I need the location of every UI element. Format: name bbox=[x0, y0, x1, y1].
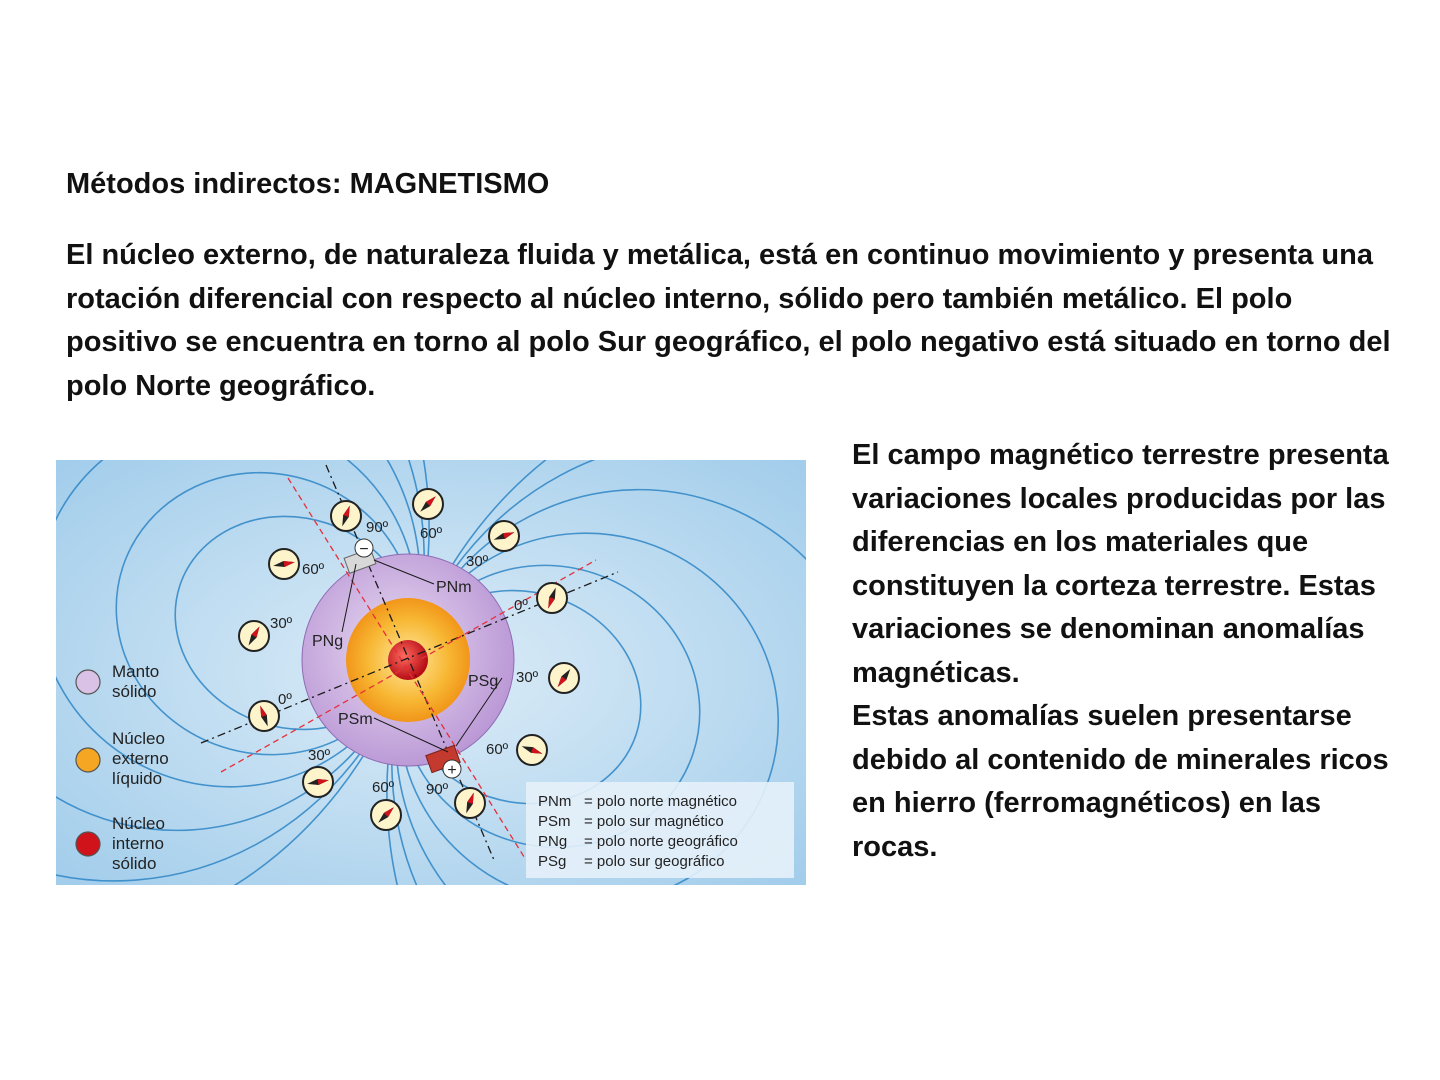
abbr-png-desc: = polo norte geográfico bbox=[584, 833, 738, 850]
side-paragraph-1: El campo magnético terrestre presenta variaciones locales producidas por las diferencias en los materiales que constituyen la corteza terrestre. Estas variaciones se denominan anomalías magnéticas. bbox=[852, 439, 1389, 689]
angle-right-30: 30º bbox=[516, 669, 539, 686]
angle-top-30: 30º bbox=[466, 553, 489, 570]
magnetism-figure bbox=[56, 460, 806, 885]
svg-text:sólido: sólido bbox=[112, 854, 157, 873]
svg-text:externo: externo bbox=[112, 749, 169, 768]
svg-text:líquido: líquido bbox=[112, 769, 163, 788]
positive-sign: + bbox=[447, 762, 457, 779]
abbr-pnm-desc: = polo norte magnético bbox=[584, 793, 738, 810]
negative-sign: − bbox=[359, 541, 369, 558]
angle-right-0: 0º bbox=[514, 597, 528, 614]
inner-core-circle bbox=[388, 640, 428, 680]
legend-swatch-mantle bbox=[76, 670, 100, 694]
legend-swatch-inner-core bbox=[76, 832, 100, 856]
label-psg: PSg bbox=[468, 673, 499, 690]
compass-top-30 bbox=[489, 521, 519, 551]
compass-left-60-top bbox=[269, 549, 299, 579]
svg-text:sólido: sólido bbox=[112, 682, 157, 701]
angle-bottom-60: 60º bbox=[372, 779, 395, 796]
compass-right-60 bbox=[517, 735, 547, 765]
abbr-psg-desc: = polo sur geográfico bbox=[584, 853, 725, 870]
earth-magnetic-field-diagram bbox=[56, 460, 806, 885]
compass-right-30 bbox=[549, 663, 579, 693]
page-title: Métodos indirectos: MAGNETISMO bbox=[66, 168, 550, 200]
label-pnm: PNm bbox=[436, 579, 472, 596]
abbr-png: PNg bbox=[538, 833, 568, 850]
label-png: PNg bbox=[312, 633, 344, 650]
angle-left-0: 0º bbox=[278, 691, 292, 708]
svg-text:Núcleo: Núcleo bbox=[112, 729, 165, 748]
angle-top-60: 60º bbox=[420, 525, 443, 542]
abbr-psg: PSg bbox=[538, 853, 567, 870]
compass-right-0 bbox=[537, 583, 567, 613]
compass-top-60 bbox=[413, 489, 443, 519]
angle-bottom-90: 90º bbox=[426, 781, 449, 798]
label-psm: PSm bbox=[338, 711, 373, 728]
side-text bbox=[852, 434, 1412, 869]
svg-text:Núcleo: Núcleo bbox=[112, 814, 165, 833]
angle-left-30-top: 30º bbox=[270, 615, 293, 632]
side-paragraph-2: Estas anomalías suelen presentarse debido al contenido de minerales ricos en hierro (ferromagnéticos) en las rocas. bbox=[852, 700, 1389, 863]
intro-paragraph: El núcleo externo, de naturaleza fluida y metálica, está en continuo movimiento y presenta una rotación diferencial con respecto al núcleo interno, sólido pero también metálico. El polo positivo se encuentra en torno al polo Sur geográfico, el polo negativo está situado en torno del polo Norte geográfico. bbox=[66, 239, 1391, 402]
compass-bottom-90 bbox=[455, 788, 485, 818]
compass-left-0 bbox=[249, 701, 279, 731]
angle-top-90: 90º bbox=[366, 519, 389, 536]
compass-top-90 bbox=[331, 501, 361, 531]
angle-left-60-top: 60º bbox=[302, 561, 325, 578]
svg-text:Manto: Manto bbox=[112, 662, 160, 681]
legend-swatch-outer-core bbox=[76, 748, 100, 772]
abbreviation-legend bbox=[526, 782, 794, 878]
angle-left-30-bottom: 30º bbox=[308, 747, 331, 764]
layer-legend bbox=[76, 662, 169, 873]
abbr-psm-desc: = polo sur magnético bbox=[584, 813, 724, 830]
compass-left-30-bottom bbox=[303, 767, 333, 797]
svg-text:interno: interno bbox=[112, 834, 164, 853]
abbr-pnm: PNm bbox=[538, 793, 572, 810]
abbr-psm: PSm bbox=[538, 813, 571, 830]
compass-bottom-60 bbox=[371, 800, 401, 830]
compass-left-30-top bbox=[239, 621, 269, 651]
angle-right-60: 60º bbox=[486, 741, 509, 758]
